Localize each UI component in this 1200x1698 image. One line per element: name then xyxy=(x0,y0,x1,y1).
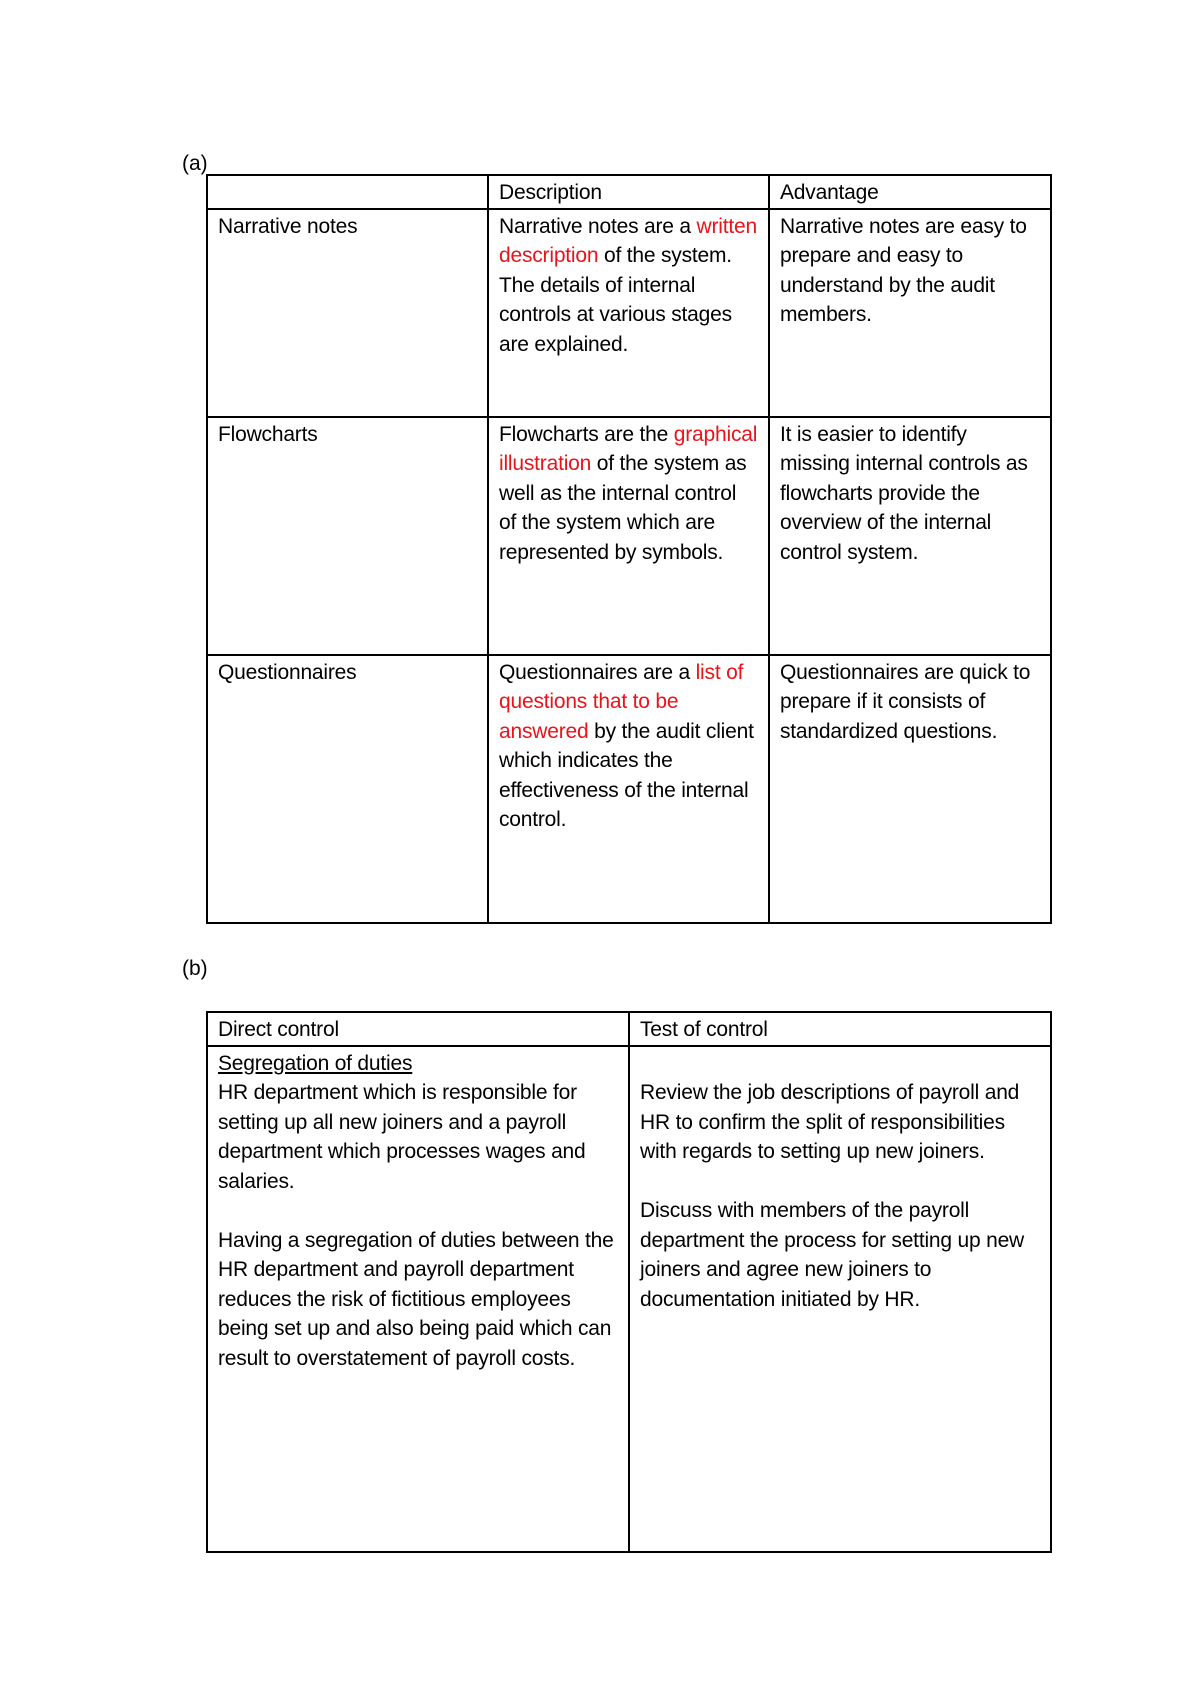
advantage-cell: Narrative notes are easy to prepare and easy to understand by the audit members. xyxy=(769,209,1051,417)
highlighted-term: graphical illustration xyxy=(499,422,758,475)
header-direct-control: Direct control xyxy=(207,1012,629,1046)
description-text: Narrative notes are a xyxy=(499,214,697,238)
row-name-flowcharts: Flowcharts xyxy=(207,417,488,655)
row-name-questionnaires: Questionnaires xyxy=(207,655,488,923)
section-b-label: (b) xyxy=(182,957,208,980)
header-description: Description xyxy=(488,175,769,209)
table-row xyxy=(207,209,1051,417)
controls-table xyxy=(206,1011,1052,1553)
table-row xyxy=(207,417,1051,655)
advantage-cell: It is easier to identify missing internal controls as flowcharts provide the overview of the internal control system. xyxy=(769,417,1051,655)
test-of-control-text: Review the job descriptions of payroll and HR to confirm the split of responsibilities with regards to setting up new joiners. xyxy=(640,1081,1020,1163)
advantage-cell: Questionnaires are quick to prepare if it consists of standardized questions. xyxy=(769,655,1051,923)
description-cell xyxy=(488,417,769,655)
highlighted-term: list of questions that to be answered xyxy=(499,660,744,743)
table-row xyxy=(207,655,1051,923)
methods-table xyxy=(206,174,1052,924)
direct-control-text: HR department which is responsible for setting up all new joiners and a payroll department which processes wages and salaries. xyxy=(218,1081,586,1193)
description-text: of the system as well as the internal control of the system which are represented by symbols. xyxy=(499,452,747,564)
description-cell xyxy=(488,655,769,923)
table-row xyxy=(207,1046,1051,1552)
test-of-control-text: Discuss with members of the payroll department the process for setting up new joiners and agree new joiners to documentation initiated by HR. xyxy=(640,1199,1025,1311)
header-advantage: Advantage xyxy=(769,175,1051,209)
table-header-row xyxy=(207,1012,1051,1046)
description-text: by the audit client which indicates the effectiveness of the internal control. xyxy=(499,719,754,831)
header-empty-cell xyxy=(207,175,488,209)
table-header-row xyxy=(207,175,1051,209)
row-name-narrative-notes: Narrative notes xyxy=(207,209,488,417)
header-test-of-control: Test of control xyxy=(629,1012,1051,1046)
description-text: Flowcharts are the xyxy=(499,422,674,446)
direct-control-heading: Segregation of duties xyxy=(218,1051,413,1075)
description-text: Questionnaires are a xyxy=(499,660,696,684)
test-of-control-cell xyxy=(629,1046,1051,1552)
highlighted-term: written description xyxy=(499,214,757,267)
description-text: of the system. The details of internal controls at various stages are explained. xyxy=(499,244,732,356)
section-a-label: (a) xyxy=(182,152,208,175)
direct-control-text: Having a segregation of duties between the HR department and payroll department reduces the risk of fictitious employees being set up and also being paid which can result to overstatement of payroll costs. xyxy=(218,1228,614,1370)
description-cell xyxy=(488,209,769,417)
direct-control-cell xyxy=(207,1046,629,1552)
